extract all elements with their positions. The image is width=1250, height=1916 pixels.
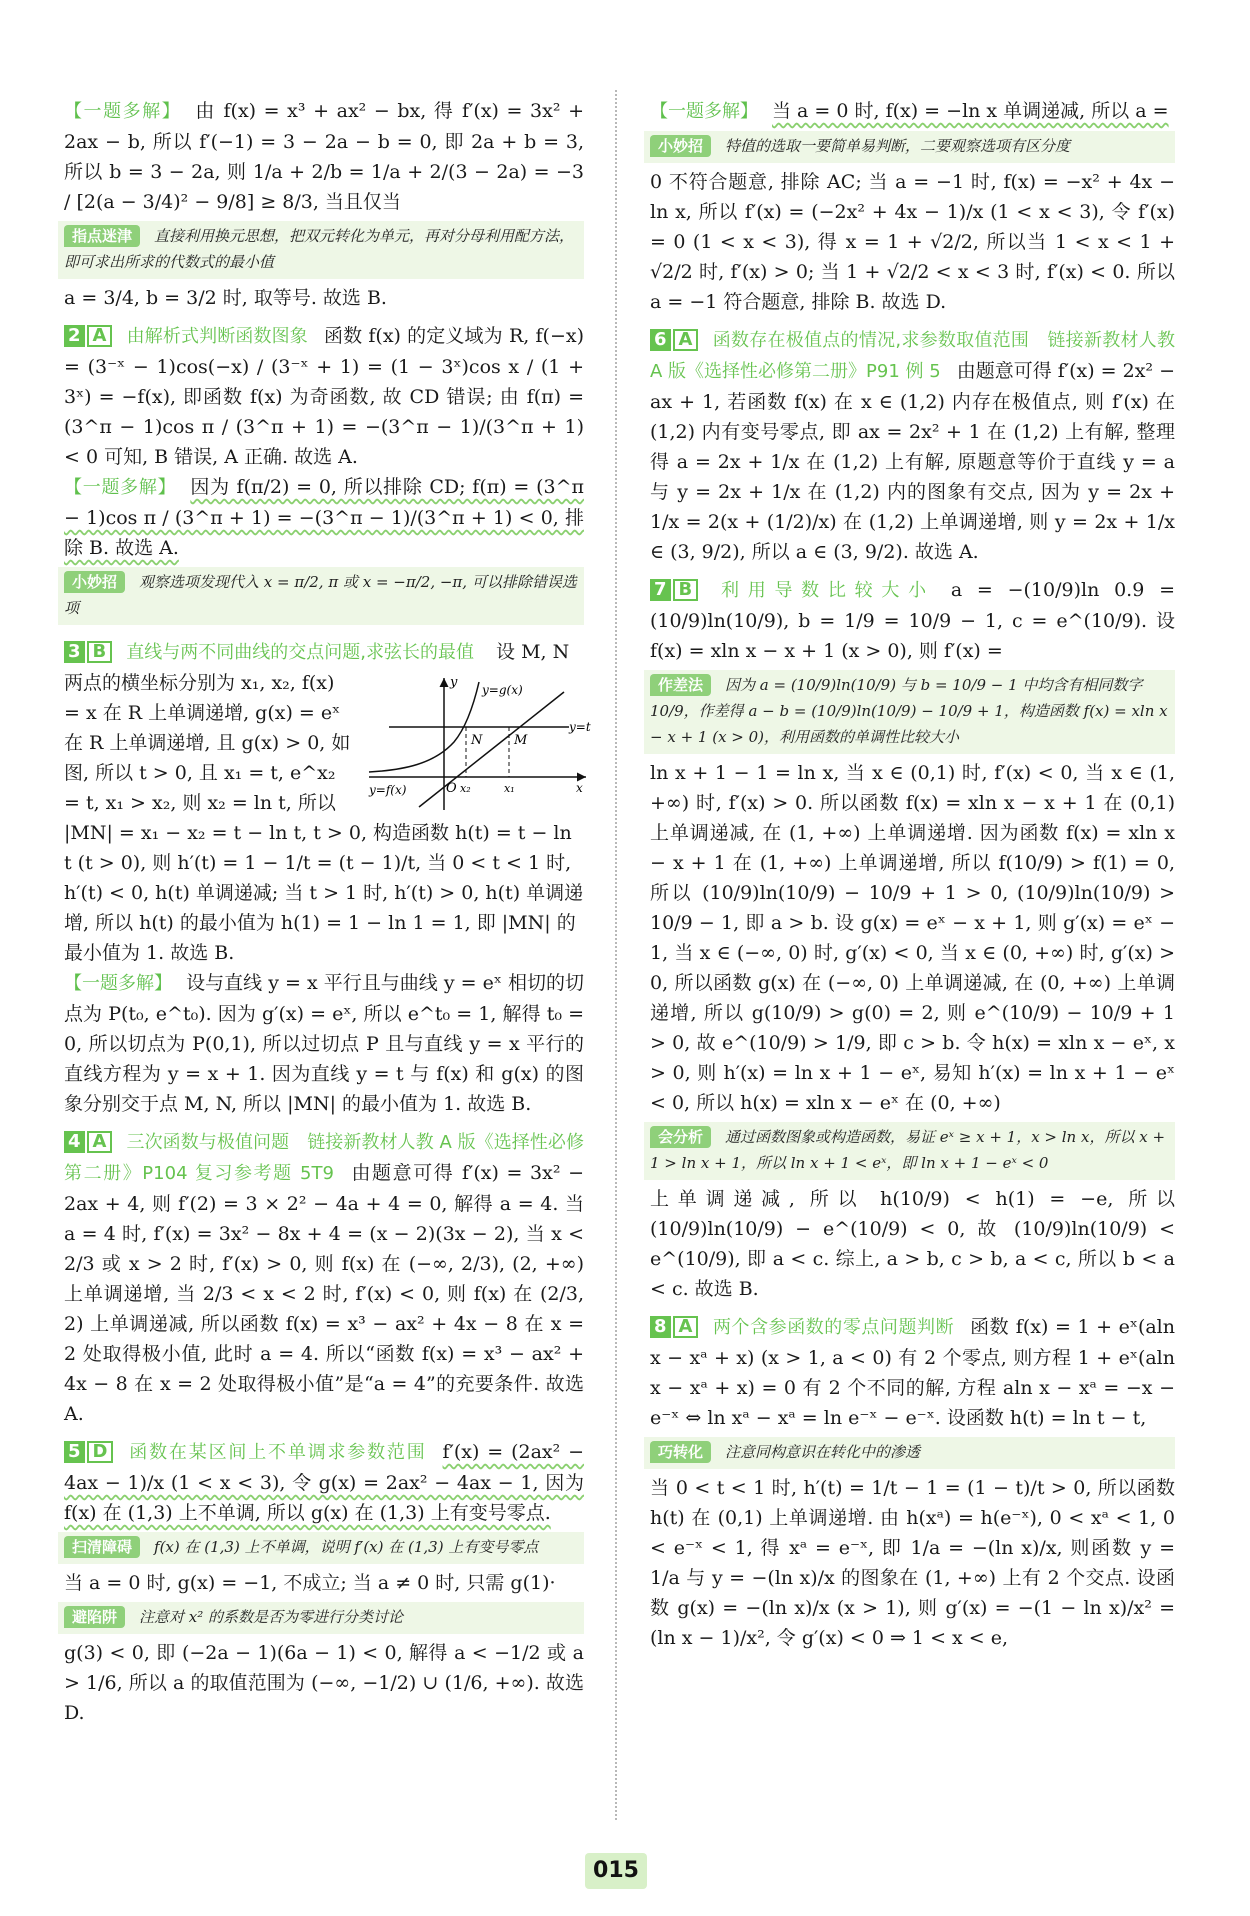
question-number: 8 — [650, 1316, 671, 1338]
tip-box — [58, 567, 584, 625]
question-7 — [650, 575, 1175, 666]
svg-text:x: x — [576, 781, 583, 795]
tip-text: 特值的选取一要简单易判断，二要观察选项有区分度 — [725, 137, 1071, 155]
svg-text:x₂: x₂ — [460, 782, 471, 795]
tip-label: 指点迷津 — [64, 225, 140, 247]
solution-text: 函数 f(x) 的定义域为 R, f(−x) = (3⁻ˣ − 1)cos(−x) / (3⁻ˣ + 1) = (1 − 3ˣ)cos x / (1 + 3ˣ) = −f(x), 即函数 f(x) 为奇函数, 故 CD 错误; 由 f(π) = (3^π − 1)cos π / (3^π + 1) = −(3^π − 1)/(3^π + 1) < 0 可知, B 错误, A 正确. 故选 A. — [64, 325, 584, 468]
question-number: 4 — [64, 1131, 85, 1153]
tip-text: 注意同构意识在转化中的渗透 — [725, 1443, 921, 1461]
right-column — [650, 96, 1175, 1653]
tip-box — [58, 1602, 584, 1634]
multi-solution-tag: 【一题多解】 — [64, 973, 173, 994]
question-8 — [650, 1312, 1175, 1433]
question-number-badge — [650, 579, 698, 601]
svg-text:y=t: y=t — [569, 720, 591, 734]
question-number-badge — [64, 1131, 112, 1153]
svg-text:M: M — [514, 733, 528, 748]
tip-label: 避陷阱 — [64, 1606, 125, 1628]
question-number-badge — [64, 1441, 113, 1463]
question-number-badge — [650, 1316, 698, 1338]
multi-solution-tag: 【一题多解】 — [64, 477, 177, 498]
question-number: 7 — [650, 579, 671, 601]
question-number: 5 — [64, 1441, 85, 1463]
svg-text:x₁: x₁ — [504, 782, 515, 795]
tip-box — [644, 670, 1175, 754]
solution-text: 设 M, N 两点的横坐标分别为 x₁, x₂, f(x) = x 在 R 上单调递增, g(x) = eˣ 在 R 上单调递增, 且 g(x) > 0, 如图, 所以 t > 0, 且 x₁ = t, e^x₂ = t, x₁ > x₂, 则 x₂ = ln t, 所以 |MN| = x₁ − x₂ = t − ln t, t > 0, 构造函数 h(t) = t − ln t (t > 0), 则 h′(t) = 1 − 1/t = (t − 1)/t, 当 0 < t < 1 时, h′(t) < 0, h(t) 单调递减; 当 t > 1 时, h′(t) > 0, h(t) 单调递增, 所以 h(t) 的最小值为 h(1) = 1 − ln 1 = 1, 即 |MN| 的最小值为 1. 故选 B. — [64, 641, 584, 964]
solution-text: f′(x) = (2ax² − 4ax − 1)/x (1 < x < 3), 令 g(x) = 2ax² − 4ax − 1, 因为 f(x) 在 (1,3) 上不单调, 所以 g(x) 在 (1,3) 上有变号零点. — [64, 1441, 585, 1524]
solution-text: g(3) < 0, 即 (−2a − 1)(6a − 1) < 0, 解得 a < −1/2 或 a > 1/6, 所以 a 的取值范围为 (−∞, −1/2) ∪ (1/6, +∞). 故选 D. — [64, 1642, 584, 1724]
solution-text: 当 a = 0 时, f(x) = −ln x 单调递减, 所以 a = — [772, 100, 1169, 122]
solution-text: a = −(10/9)ln 0.9 = (10/9)ln(10/9), b = 1/9 = 10/9 − 1, c = e^(10/9). 设 f(x) = xln x − x + 1 (x > 0), 则 f′(x) = — [650, 579, 1175, 662]
tip-box — [644, 1437, 1175, 1469]
tip-label: 作差法 — [650, 674, 711, 696]
tip-text: 直接利用换元思想，把双元转化为单元，再对分母利用配方法，即可求出所求的代数式的最小值 — [64, 227, 575, 271]
tip-text: 注意对 x² 的系数是否为零进行分类讨论 — [139, 1608, 404, 1626]
question-number-badge — [64, 641, 112, 663]
question-topic: 两个含参函数的零点问题判断 — [712, 1317, 955, 1338]
tip-text: 通过函数图象或构造函数，易证 eˣ ≥ x + 1，x > ln x，所以 x + 1 > ln x + 1，所以 ln x + 1 < eˣ，即 ln x + 1 − eˣ < 0 — [650, 1128, 1166, 1172]
answer-letter: A — [673, 329, 699, 351]
tip-box — [58, 1532, 584, 1564]
answer-letter: A — [673, 1316, 699, 1338]
solution-text: 函数 f(x) = 1 + eˣ(aln x − xᵃ + x) (x > 1, a < 0) 有 2 个零点, 则方程 1 + eˣ(aln x − xᵃ + x) = 0 有 2 个不同的解, 方程 aln x − xᵃ = −x − e⁻ˣ ⇔ ln xᵃ − xᵃ = ln e⁻ˣ − e⁻ˣ. 设函数 h(t) = ln t − t, — [650, 1316, 1175, 1429]
solution-text: 当 0 < t < 1 时, h′(t) = 1/t − 1 = (1 − t)/t > 0, 所以函数 h(t) 在 (0,1) 上单调递增. 由 h(xᵃ) = h(e⁻ˣ), 0 < xᵃ < 1, 0 < e⁻ˣ < 1, 得 xᵃ = e⁻ˣ, 即 1/a = −(ln x)/x, 则函数 y = 1/a 与 y = −(ln x)/x 的图象在 (1, +∞) 上有 2 个交点. 设函数 g(x) = −(ln x)/x (x > 1), 则 g′(x) = −(1 − ln x)/x² = (ln x − 1)/x², 令 g′(x) < 0 ⇒ 1 < x < e, — [650, 1477, 1175, 1649]
solution-text: 当 a = 0 时, g(x) = −1, 不成立; 当 a ≠ 0 时, 只需 g(1)· — [64, 1572, 556, 1594]
question-2 — [64, 321, 584, 472]
tip-box — [58, 221, 584, 279]
question-number: 2 — [64, 325, 85, 347]
question-3 — [64, 637, 591, 968]
svg-text:N: N — [471, 733, 483, 748]
tip-box — [644, 1122, 1175, 1180]
tip-label: 小妙招 — [650, 135, 711, 157]
answer-letter: A — [87, 1131, 113, 1153]
q3-multi-solution — [64, 968, 584, 1119]
column-divider — [615, 90, 617, 1820]
svg-text:y=g(x): y=g(x) — [482, 683, 523, 697]
question-topic: 直线与两不同曲线的交点问题,求弦长的最值 — [126, 642, 474, 663]
question-5 — [64, 1437, 584, 1528]
tip-text: 观察选项发现代入 x = π/2, π 或 x = −π/2, −π, 可以排除错误选项 — [64, 573, 577, 617]
answer-letter: A — [87, 325, 113, 347]
answer-letter: D — [87, 1441, 114, 1463]
q1-multi-solution — [64, 96, 584, 217]
left-column — [64, 96, 591, 1728]
function-graph-figure — [364, 672, 594, 812]
solution-text: 因为 f(π/2) = 0, 所以排除 CD; f(π) = (3^π − 1)cos π / (3^π + 1) = −(3^π − 1)/(3^π + 1) < 0, 排除 B. 故选 A. — [64, 476, 585, 559]
question-6 — [650, 325, 1175, 567]
question-number-badge — [650, 329, 698, 351]
solution-text: a = 3/4, b = 3/2 时, 取等号. 故选 B. — [64, 287, 387, 309]
solution-text: 上单调递减, 所以 h(10/9) < h(1) = −e, 所以 (10/9)ln(10/9) − e^(10/9) < 0, 故 (10/9)ln(10/9) < e^(10/9), 即 a < c. 综上, a > b, c > b, a < c, 所以 b < a < c. 故选 B. — [650, 1188, 1175, 1300]
page-number: 015 — [585, 1853, 647, 1889]
svg-text:O: O — [446, 781, 457, 796]
tip-text: 因为 a = (10/9)ln(10/9) 与 b = 10/9 − 1 中均含有相同数字 10/9，作差得 a − b = (10/9)ln(10/9) − 10/9 + 1，构造函数 f(x) = xln x − x + 1 (x > 0)，利用函数的单调性比较大小 — [650, 676, 1168, 746]
tip-label: 会分析 — [650, 1126, 711, 1148]
tip-text: f(x) 在 (1,3) 上不单调，说明 f′(x) 在 (1,3) 上有变号零点 — [154, 1538, 539, 1556]
solution-text: 设与直线 y = x 平行且与曲线 y = eˣ 相切的切点为 P(t₀, e^t₀). 因为 g′(x) = eˣ, 所以 e^t₀ = 1, 解得 t₀ = 0, 所以切点为 P(0,1), 所以过切点 P 且与直线 y = x 平行的直线方程为 y = x + 1. 因为直线 y = t 与 f(x) 和 g(x) 的图象分别交于点 M, N, 所以 |MN| 的最小值为 1. 故选 B. — [64, 972, 585, 1115]
solution-text: 0 不符合题意, 排除 AC; 当 a = −1 时, f(x) = −x² + 4x − ln x, 所以 f′(x) = (−2x² + 4x − 1)/x (1 < x < 3), 令 f′(x) = 0 (1 < x < 3), 得 x = 1 + √2/2, 所以当 1 < x < 1 + √2/2 时, f′(x) > 0; 当 1 + √2/2 < x < 3 时, f′(x) < 0. 所以 a = −1 符合题意, 排除 B. 故选 D. — [650, 171, 1175, 313]
solution-text: 由 f(x) = x³ + ax² − bx, 得 f′(x) = 3x² + 2ax − b, 所以 f′(−1) = 3 − 2a − b = 0, 即 2a + b = 3, 所以 b = 3 − 2a, 则 1/a + 2/b = 1/a + 2/(3 − 2a) = −3 / [2(a − 3/4)² − 9/8] ≥ 8/3, 当且仅当 — [64, 100, 584, 213]
tip-label: 扫清障碍 — [64, 1536, 140, 1558]
question-number-badge — [64, 325, 112, 347]
tip-box — [644, 131, 1175, 163]
svg-text:y: y — [450, 675, 458, 690]
question-topic: 三次函数与极值问题 链接新教材人教 A 版《选择性必修第二册》P104 复习参考题 5T9 — [64, 1132, 584, 1184]
question-4 — [64, 1127, 584, 1429]
svg-text:y=f(x): y=f(x) — [369, 783, 407, 797]
answer-letter: B — [87, 641, 113, 663]
solution-text: 由题意可得 f′(x) = 3x² − 2ax + 4, 则 f′(2) = 3 × 2² − 4a + 4 = 0, 解得 a = 4. 当 a = 4 时, f′(x) = 3x² − 8x + 4 = (x − 2)(3x − 2), 当 x < 2/3 或 x > 2 时, f′(x) > 0, 则 f(x) 在 (−∞, 2/3), (2, +∞) 上单调递增, 当 2/3 < x < 2 时, f′(x) < 0, 则 f(x) 在 (2/3, 2) 上单调递减, 所以函数 f(x) = x³ − ax² + 4x − 8 在 x = 2 处取得极小值, 此时 a = 4. 所以“函数 f(x) = x³ − ax² + 4x − 8 在 x = 2 处取得极小值”是“a = 4”的充要条件. 故选 A. — [64, 1162, 584, 1425]
q2-multi-solution — [64, 472, 584, 563]
tip-label: 小妙招 — [64, 571, 125, 593]
multi-solution-tag: 【一题多解】 — [650, 101, 758, 122]
q5-multi-solution — [650, 96, 1175, 127]
solution-text: ln x + 1 − 1 = ln x, 当 x ∈ (0,1) 时, f′(x) < 0, 当 x ∈ (1, +∞) 时, f′(x) > 0. 所以函数 f(x) = xln x − x + 1 在 (0,1) 上单调递减, 在 (1, +∞) 上单调递增. 因为函数 f(x) = xln x − x + 1 在 (1, +∞) 上单调递增, 所以 f(10/9) > f(1) = 0, 所以 (10/9)ln(10/9) − 10/9 + 1 > 0, (10/9)ln(10/9) > 10/9 − 1, 即 a > b. 设 g(x) = eˣ − x + 1, 则 g′(x) = eˣ − 1, 当 x ∈ (−∞, 0) 时, g′(x) < 0, 当 x ∈ (0, +∞) 时, g′(x) > 0, 所以函数 g(x) 在 (−∞, 0) 上单调递减, 在 (0, +∞) 上单调递增, 所以 g(10/9) > g(0) = 2, 则 e^(10/9) − 10/9 + 1 > 0, 故 e^(10/9) > 1/9, 即 c > b. 令 h(x) = xln x − eˣ, x > 0, 则 h′(x) = ln x + 1 − eˣ, 易知 h′(x) = ln x + 1 − eˣ < 0, 所以 h(x) = xln x − eˣ 在 (0, +∞) — [650, 762, 1175, 1114]
solution-text: 由题意可得 f′(x) = 2x² − ax + 1, 若函数 f(x) 在 x ∈ (1,2) 内存在极值点, 则 f′(x) 在 (1,2) 内有变号零点, 即 ax = 2x² + 1 在 (1,2) 上有解, 整理得 a = 2x + 1/x 在 (1,2) 上有解, 原题意等价于直线 y = a 与 y = 2x + 1/x 在 (1,2) 内的图象有交点, 因为 y = 2x + 1/x = 2(x + (1/2)/x) 在 (1,2) 上单调递增, 则 y = 2x + 1/x ∈ (3, 9/2), 所以 a ∈ (3, 9/2). 故选 A. — [650, 360, 1176, 563]
multi-solution-tag: 【一题多解】 — [64, 101, 182, 122]
question-number: 6 — [650, 329, 671, 351]
answer-letter: B — [673, 579, 699, 601]
question-topic: 由解析式判断函数图象 — [126, 326, 308, 347]
question-topic: 利用导数比较大小 — [712, 580, 935, 601]
question-topic: 函数存在极值点的情况,求参数取值范围 链接新教材人教 A 版《选择性必修第二册》P91 例 5 — [650, 330, 1175, 382]
question-topic: 函数在某区间上不单调求参数范围 — [127, 1442, 427, 1463]
tip-label: 巧转化 — [650, 1441, 711, 1463]
question-number: 3 — [64, 641, 85, 663]
